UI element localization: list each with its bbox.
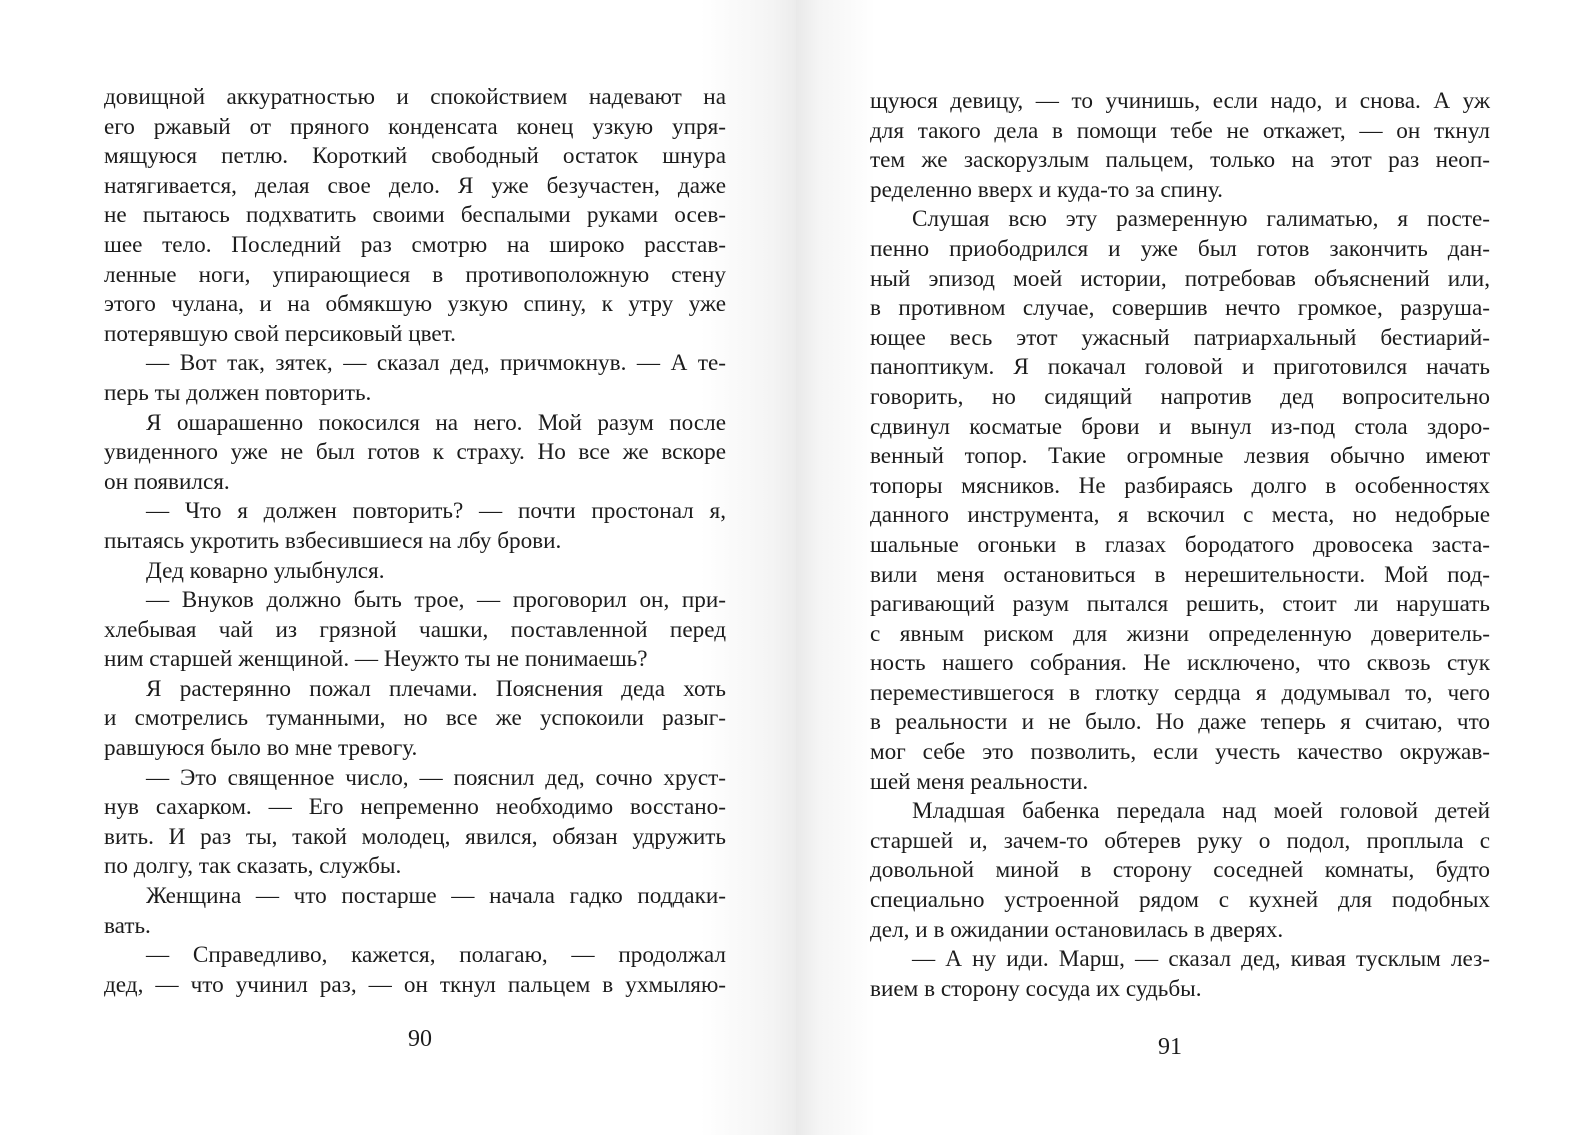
text-line: — Справедливо, кажется, полагаю, — продолжал [146,942,726,969]
text-line: натягивается, делая свое дело. Я уже безучастен, даже [104,172,726,199]
text-line: не пытаюсь подхватить своими беспалыми руками осев- [104,202,726,229]
text-line: мог себе это позволить, если учесть качество окружав- [870,739,1490,766]
text-line: Слушая всю эту размеренную галиматью, я посте- [912,206,1490,233]
text-line: Младшая бабенка передала над моей головой детей [912,798,1490,825]
text-line: в реальности и не было. Но даже теперь я считаю, что [870,709,1490,736]
text-line: вием в сторону сосуда их судьбы. [870,975,1202,1002]
text-line: перь ты должен повторить. [104,379,372,406]
text-line: ленные ноги, упирающиеся в противоположную стену [104,261,726,288]
text-line: щуюся девицу, — то учинишь, если надо, и снова. А уж [870,88,1490,114]
text-line: с явным риском для жизни определенную доверитель- [870,620,1490,647]
text-line: увиденного уже не был готов к страху. Но все же вскоре [104,439,726,466]
text-line: шее тело. Последний раз смотрю на широко расстав- [104,231,726,258]
text-line: Я ошарашенно покосился на него. Мой разум после [146,409,726,436]
text-line: сдвинул косматые брови и вынул из-под стола здоро- [870,413,1490,440]
text-line: данного инструмента, я вскочил с места, но недобрые [870,502,1490,529]
text-line: дед, — что учинил раз, — он ткнул пальцем в ухмыляю- [104,971,726,998]
text-line: хлебывая чай из грязной чашки, поставленной перед [104,616,726,643]
text-line: специально устроенной рядом с кухней для подобных [870,887,1490,914]
text-line: ность нашего собрания. Не исключено, что сквозь стук [870,650,1490,677]
text-line: рагивающий разум пытался решить, стоит ли нарушать [870,591,1490,618]
left-page-number: 90 [408,1026,432,1052]
text-line: Дед коварно улыбнулся. [146,557,385,584]
text-line: ним старшей женщиной. — Неужто ты не понимаешь? [104,646,648,673]
right-page [796,0,1592,1135]
text-line: старшей и, зачем-то обтерев руку о подол, проплыла с [870,827,1490,854]
text-line: довольной миной в сторону соседней комнаты, будто [870,857,1490,884]
text-line: для такого дела в помощи тебе не откажет, — он ткнул [870,117,1490,144]
text-line: мящуюся петлю. Короткий свободный остаток шнура [104,143,726,170]
text-line: потерявшую свой персиковый цвет. [104,320,456,347]
text-line: вить. И раз ты, такой молодец, явился, обязан удружить [104,823,726,850]
text-line: пенно приободрился и уже был готов закончить дан- [870,235,1490,262]
text-line: Женщина — что постарше — начала гадко поддаки- [146,883,726,910]
text-line: равшуюся было во мне тревогу. [104,735,418,762]
text-line: шальные огоньки в глазах бородатого дровосека заста- [870,531,1490,558]
text-line: Я растерянно пожал плечами. Пояснения деда хоть [146,675,726,702]
text-line: и смотрелись туманными, но все же успокоили разыг- [104,705,726,732]
text-line: дел, и в ожидании остановилась в дверях. [870,916,1284,943]
text-line: говорить, но сидящий напротив дед вопросительно [870,383,1490,410]
text-line: пытаясь укротить взбесившиеся на лбу брови. [104,527,562,554]
text-line: нув сахарком. — Его непременно необходимо восстано- [104,794,726,821]
right-page-number: 91 [1158,1034,1182,1060]
text-line: вать. [104,912,151,939]
text-line: венный топор. Такие огромные лезвия обычно имеют [870,443,1490,470]
text-line: ределенно вверх и куда-то за спину. [870,176,1223,203]
text-line: ющее весь этот ужасный патриархальный бестиарий- [870,324,1490,351]
text-line: вили меня остановиться в нерешительности. Мой под- [870,561,1490,588]
right-page-body-text [870,87,1490,1004]
text-line: переместившегося в глотку сердца я додумывал то, чего [870,679,1490,706]
text-line: — Это священное число, — пояснил дед, сочно хруст- [146,764,726,791]
text-line: его ржавый от пряного конденсата конец узкую упря- [104,113,726,140]
text-line: — Что я должен повторить? — почти простонал я, [146,498,726,525]
text-line: по долгу, так сказать, службы. [104,853,402,880]
text-line: довищной аккуратностью и спокойствием надевают на [104,84,726,110]
text-line: паноптикум. Я покачал головой и приготовился начать [870,354,1490,381]
text-line: тем же заскорузлым пальцем, только на этот раз неоп- [870,147,1490,174]
text-line: этого чулана, и на обмякшую узкую спину, к утру уже [104,291,726,318]
text-line: ный эпизод моей истории, потребовав объяснений или, [870,265,1490,292]
text-line: — А ну иди. Марш, — сказал дед, кивая тусклым лез- [912,946,1490,973]
text-line: шей меня реальности. [870,768,1089,795]
text-line: в противном случае, совершив нечто громкое, разруша- [870,295,1490,322]
text-line: — Внуков должно быть трое, — проговорил он, при- [146,587,726,614]
text-line: — Вот так, зятек, — сказал дед, причмокнув. — А те- [146,350,726,377]
text-line: топоры мясников. Не разбираясь долго в особенностях [870,472,1490,499]
left-page-body-text [104,83,726,1000]
text-line: он появился. [104,468,230,495]
